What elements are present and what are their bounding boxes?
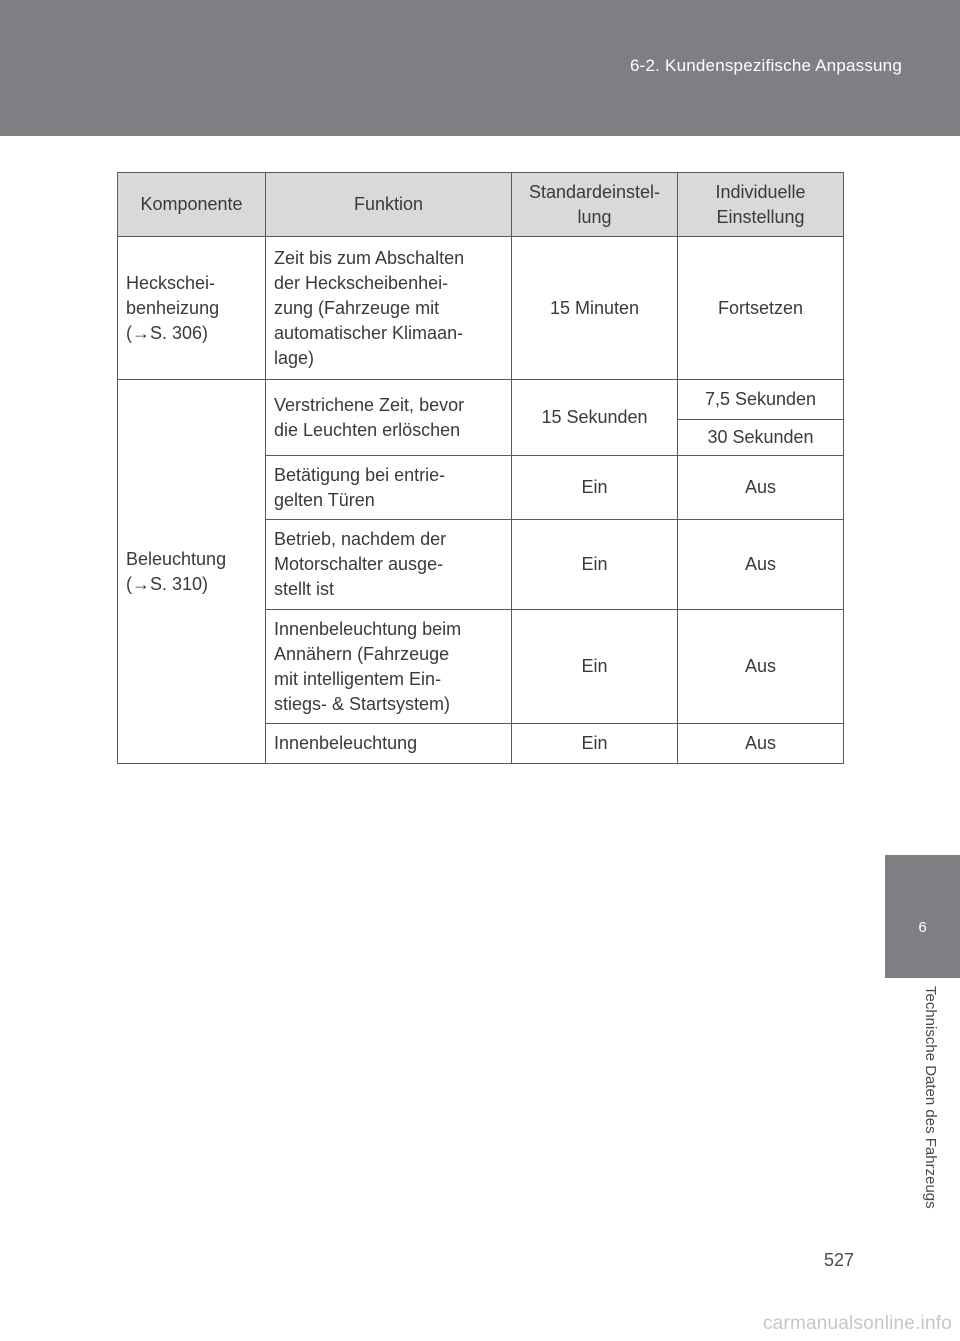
custom-cell: Fortsetzen: [678, 237, 844, 380]
custom-cell: Aus: [678, 520, 844, 610]
chapter-tab: [885, 855, 960, 978]
component-cell: Beleuchtung (→S. 310): [118, 380, 266, 764]
function-cell: Zeit bis zum Abschalten der Heckscheibenhei- zung (Fahrzeuge mit automatischer Klimaan- lage): [266, 237, 512, 380]
chapter-side-label: Technische Daten des Fahrzeugs: [922, 986, 939, 1209]
page-number: 527: [824, 1250, 855, 1270]
column-header-function: Funktion: [266, 173, 512, 237]
function-cell: Betrieb, nachdem der Motorschalter ausge- stellt ist: [266, 520, 512, 610]
default-cell: Ein: [512, 610, 678, 724]
function-cell: Innenbeleuchtung: [266, 724, 512, 764]
table-header-row: [118, 173, 844, 237]
default-cell: 15 Minuten: [512, 237, 678, 380]
custom-cell: Aus: [678, 456, 844, 520]
custom-cell: 7,5 Sekunden: [678, 380, 844, 420]
header-band: [0, 0, 960, 136]
chapter-number: 6: [918, 919, 927, 936]
component-cell: Heckschei- benheizung (→S. 306): [118, 237, 266, 380]
table-row: [118, 237, 844, 380]
column-header-component: Komponente: [118, 173, 266, 237]
custom-cell: Aus: [678, 724, 844, 764]
default-cell: Ein: [512, 724, 678, 764]
default-cell: Ein: [512, 456, 678, 520]
function-cell: Verstrichene Zeit, bevor die Leuchten erlöschen: [266, 380, 512, 456]
default-cell: 15 Sekunden: [512, 380, 678, 456]
custom-cell: Aus: [678, 610, 844, 724]
section-title: 6-2. Kundenspezifische Anpassung: [630, 56, 902, 75]
column-header-default: Standardeinstel- lung: [512, 173, 678, 237]
custom-cell: 30 Sekunden: [678, 420, 844, 456]
default-cell: Ein: [512, 520, 678, 610]
function-cell: Innenbeleuchtung beim Annähern (Fahrzeuge mit intelligentem Ein- stiegs- & Startsystem): [266, 610, 512, 724]
function-cell: Betätigung bei entrie- gelten Türen: [266, 456, 512, 520]
watermark: carmanualsonline.info: [762, 1313, 952, 1334]
table-row: [118, 380, 844, 420]
column-header-custom: Individuelle Einstellung: [678, 173, 844, 237]
customization-table: [117, 172, 844, 764]
